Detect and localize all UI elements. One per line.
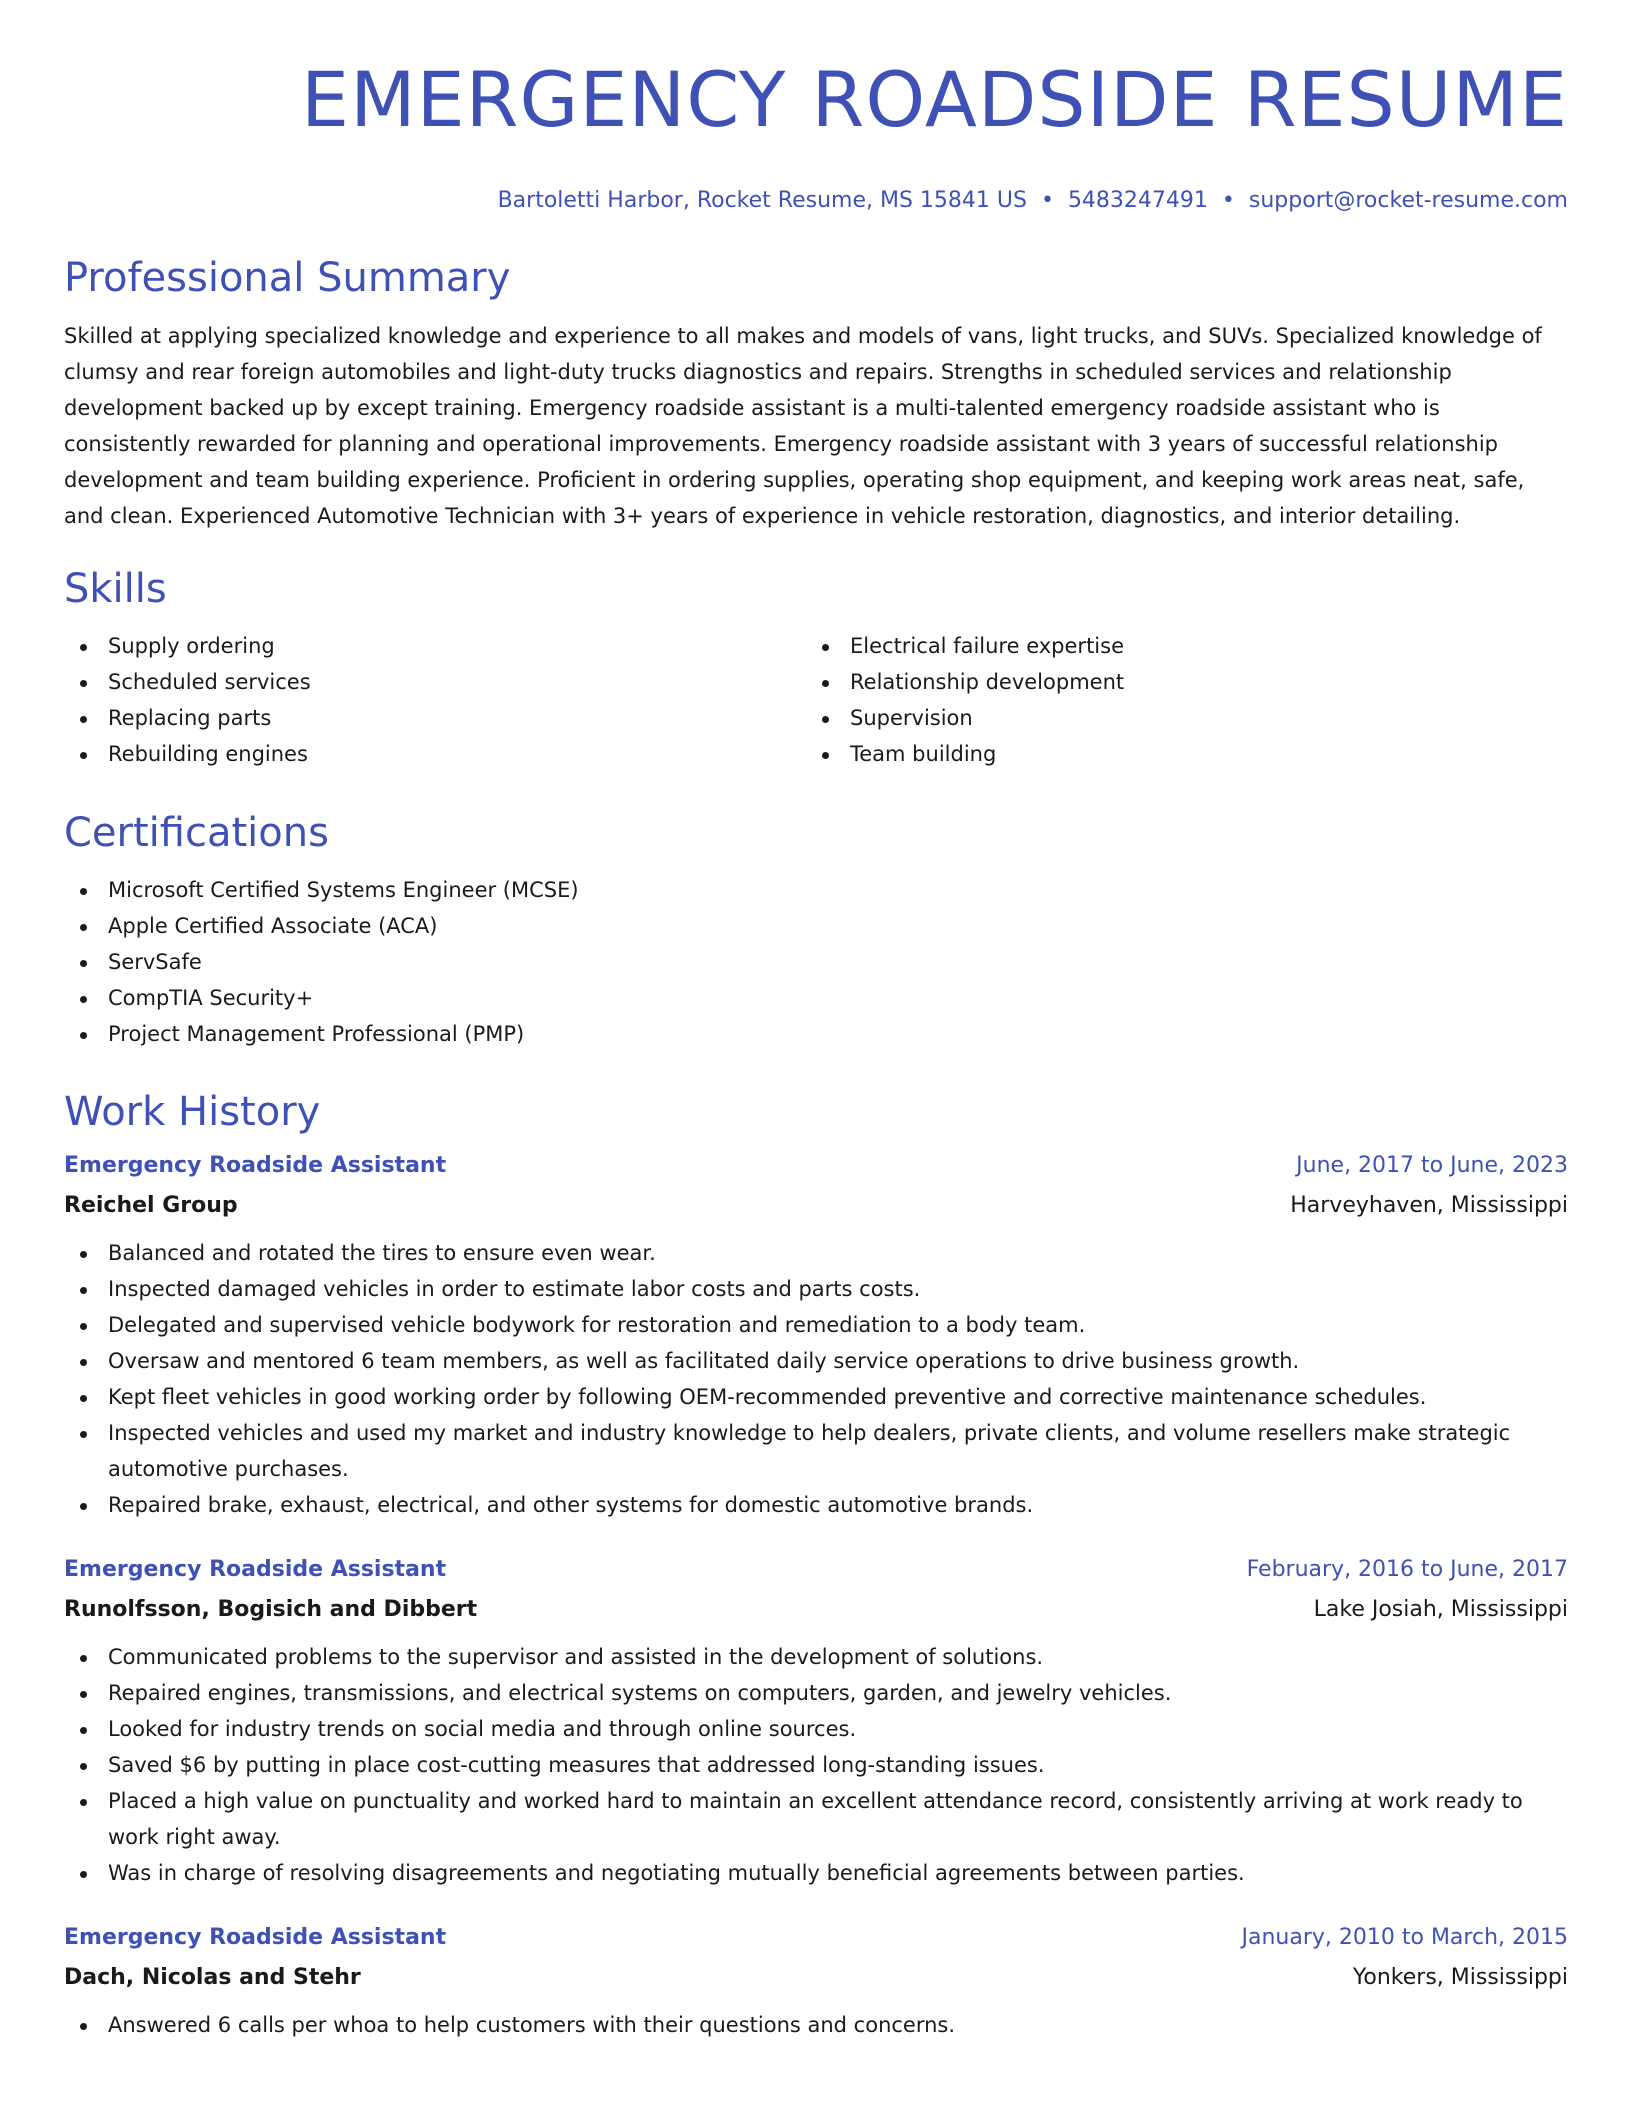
job-bullet: Balanced and rotated the tires to ensure even wear. [64, 1235, 1568, 1271]
skill-item: Electrical failure expertise [806, 628, 1548, 664]
work-history-heading: Work History [64, 1089, 321, 1135]
skill-item: Replacing parts [64, 700, 806, 736]
certification-item: Project Management Professional (PMP) [64, 1016, 1568, 1052]
skill-item: Supervision [806, 700, 1548, 736]
job-bullet: Repaired engines, transmissions, and electrical systems on computers, garden, and jewelry vehicles. [64, 1675, 1568, 1711]
certification-item: Apple Certified Associate (ACA) [64, 908, 1568, 944]
job-role: Emergency Roadside Assistant [64, 1153, 447, 1178]
job-bullet: Delegated and supervised vehicle bodywork for restoration and remediation to a body team. [64, 1307, 1568, 1343]
job-bullet: Looked for industry trends on social media and through online sources. [64, 1711, 1568, 1747]
skill-item: Supply ordering [64, 628, 806, 664]
job-location: Harveyhaven, Mississippi [1290, 1193, 1568, 1218]
contact-email: support@rocket-resume.com [1248, 188, 1568, 213]
job-role: Emergency Roadside Assistant [64, 1557, 447, 1582]
job-entry [64, 1923, 1568, 2043]
contact-phone: 5483247491 [1067, 188, 1208, 213]
contact-separator: • [1040, 188, 1054, 213]
job-role: Emergency Roadside Assistant [64, 1925, 447, 1950]
certification-item: ServSafe [64, 944, 1568, 980]
skills-columns [64, 628, 1568, 772]
job-company: Runolfsson, Bogisich and Dibbert [64, 1597, 478, 1622]
job-dates: January, 2010 to March, 2015 [1241, 1925, 1568, 1950]
skill-item: Rebuilding engines [64, 736, 806, 772]
contact-address: Bartoletti Harbor, Rocket Resume, MS 15841 US [497, 188, 1027, 213]
job-bullets [64, 2007, 1568, 2043]
job-subheader [64, 1595, 1568, 1625]
skills-heading: Skills [64, 566, 167, 612]
job-header [64, 1151, 1568, 1181]
resume-page [64, 0, 1568, 2043]
job-dates: June, 2017 to June, 2023 [1296, 1153, 1568, 1178]
job-header [64, 1555, 1568, 1585]
skills-list-right [806, 628, 1548, 772]
skill-item: Relationship development [806, 664, 1548, 700]
skill-item: Team building [806, 736, 1548, 772]
job-bullet: Placed a high value on punctuality and worked hard to maintain an excellent attendance record, consistently arriving at work ready to work right away. [64, 1783, 1568, 1855]
contact-line [64, 186, 1568, 216]
job-bullet: Communicated problems to the supervisor and assisted in the development of solutions. [64, 1639, 1568, 1675]
skills-list-left [64, 628, 806, 772]
job-header [64, 1923, 1568, 1953]
certifications-heading: Certifications [64, 810, 329, 856]
skill-item: Scheduled services [64, 664, 806, 700]
job-bullet: Answered 6 calls per whoa to help customers with their questions and concerns. [64, 2007, 1568, 2043]
job-company: Reichel Group [64, 1193, 238, 1218]
summary-text: Skilled at applying specialized knowledge and experience to all makes and models of vans, light trucks, and SUVs. Specialized knowledge of clumsy and rear foreign automobiles and light-duty trucks diagnostics and repairs. Strengths in scheduled services and relationship development backed up by except training. Emergency roadside assistant is a multi-talented emergency roadside assistant who is consistently rewarded for planning and operational improvements. Emergency roadside assistant with 3 years of successful relationship development and team building experience. Proficient in ordering supplies, operating shop equipment, and keeping work areas neat, safe, and clean. Experienced Automotive Technician with 3+ years of experience in vehicle restoration, diagnostics, and interior detailing. [64, 324, 1542, 528]
contact-separator: • [1221, 188, 1235, 213]
job-bullet: Inspected damaged vehicles in order to estimate labor costs and parts costs. [64, 1271, 1568, 1307]
job-bullets [64, 1639, 1568, 1891]
job-bullet: Oversaw and mentored 6 team members, as well as facilitated daily service operations to drive business growth. [64, 1343, 1568, 1379]
job-bullet: Repaired brake, exhaust, electrical, and other systems for domestic automotive brands. [64, 1487, 1568, 1523]
job-entry [64, 1151, 1568, 1523]
job-bullet: Was in charge of resolving disagreements and negotiating mutually beneficial agreements between parties. [64, 1855, 1568, 1891]
job-location: Yonkers, Mississippi [1352, 1965, 1568, 1990]
job-subheader [64, 1963, 1568, 1993]
job-subheader [64, 1191, 1568, 1221]
resume-title: EMERGENCY ROADSIDE RESUME [301, 55, 1568, 144]
job-location: Lake Josiah, Mississippi [1313, 1597, 1568, 1622]
certification-item: CompTIA Security+ [64, 980, 1568, 1016]
job-bullet: Kept fleet vehicles in good working order by following OEM-recommended preventive and corrective maintenance schedules. [64, 1379, 1568, 1415]
certifications-list [64, 872, 1568, 1052]
job-bullets [64, 1235, 1568, 1523]
job-bullet: Saved $6 by putting in place cost-cutting measures that addressed long-standing issues. [64, 1747, 1568, 1783]
job-dates: February, 2016 to June, 2017 [1246, 1557, 1568, 1582]
job-bullet: Inspected vehicles and used my market and industry knowledge to help dealers, private clients, and volume resellers make strategic automotive purchases. [64, 1415, 1568, 1487]
job-company: Dach, Nicolas and Stehr [64, 1965, 361, 1990]
summary-heading: Professional Summary [64, 255, 511, 301]
job-entry [64, 1555, 1568, 1891]
certification-item: Microsoft Certified Systems Engineer (MCSE) [64, 872, 1568, 908]
